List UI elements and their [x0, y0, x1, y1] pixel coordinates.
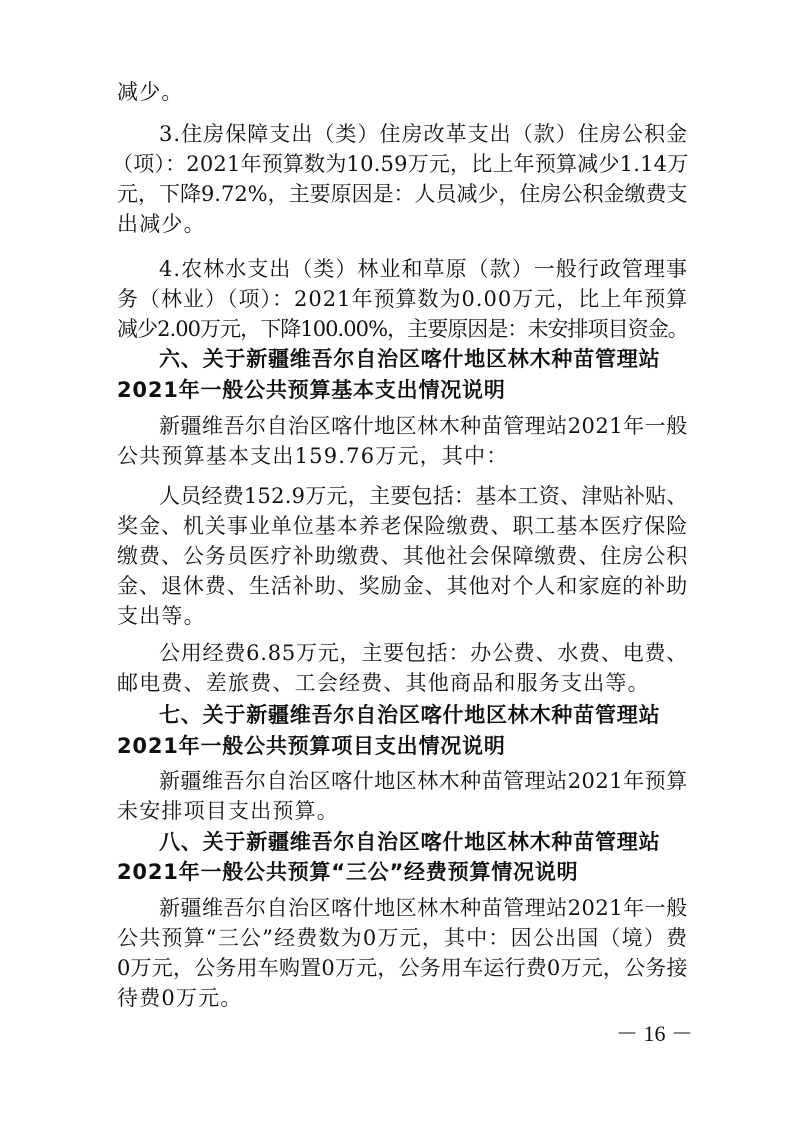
section-heading: 2021年一般公共预算“三公”经费预算情况说明 [117, 860, 579, 884]
paragraph-line: 减少。 [117, 80, 184, 104]
paragraph-line: 公共预算“三公”经费数为0万元，其中：因公出国（境）费 [117, 926, 689, 950]
section-heading: 2021年一般公共预算基本支出情况说明 [117, 378, 506, 402]
section-heading: 七、关于新疆维吾尔自治区喀什地区林木种苗管理站 [159, 703, 661, 727]
section-heading: 八、关于新疆维吾尔自治区喀什地区林木种苗管理站 [159, 830, 661, 854]
paragraph-line: 邮电费、差旅费、工会经费、其他商品和服务支出等。 [117, 671, 650, 695]
paragraph-line: 人员经费152.9万元，主要包括：基本工资、津贴补贴、 [159, 484, 688, 508]
section-heading: 六、关于新疆维吾尔自治区喀什地区林木种苗管理站 [159, 347, 661, 371]
paragraph-line: 新疆维吾尔自治区喀什地区林木种苗管理站2021年预算 [159, 769, 688, 793]
paragraph-line: 4.农林水支出（类）林业和草原（款）一般行政管理事 [159, 257, 689, 281]
paragraph-line: 奖金、机关事业单位基本养老保险缴费、职工基本医疗保险 [117, 514, 689, 538]
paragraph-line: 待费0万元。 [117, 986, 243, 1010]
paragraph-line: 出减少。 [117, 212, 206, 236]
page-number: － 16 － [616, 1021, 694, 1046]
paragraph-line: 元，下降9.72%，主要原因是：人员减少，住房公积金缴费支 [117, 182, 688, 206]
paragraph-line: 新疆维吾尔自治区喀什地区林木种苗管理站2021年一般 [159, 414, 688, 438]
paragraph-line: 公用经费6.85万元，主要包括：办公费、水费、电费、 [159, 641, 689, 665]
section-heading: 2021年一般公共预算项目支出情况说明 [117, 734, 506, 758]
paragraph-line: 支出等。 [117, 604, 206, 628]
paragraph-line: 缴费、公务员医疗补助缴费、其他社会保障缴费、住房公积 [117, 544, 689, 568]
paragraph-line: 务（林业）（项）：2021年预算数为0.00万元，比上年预算 [117, 287, 689, 311]
paragraph-line: 3.住房保障支出（类）住房改革支出（款）住房公积金 [159, 122, 689, 146]
paragraph-line: （项）：2021年预算数为10.59万元，比上年预算减少1.14万 [112, 152, 689, 176]
paragraph-line: 0万元，公务用车购置0万元，公务用车运行费0万元，公务接 [117, 956, 688, 980]
paragraph-line: 公共预算基本支出159.76万元，其中： [117, 444, 509, 468]
paragraph-line: 金、退休费、生活补助、奖励金、其他对个人和家庭的补助 [117, 574, 689, 598]
paragraph-line: 减少2.00万元，下降100.00%，主要原因是：未安排项目资金。 [117, 317, 688, 341]
paragraph-line: 未安排项目支出预算。 [117, 799, 339, 823]
paragraph-line: 新疆维吾尔自治区喀什地区林木种苗管理站2021年一般 [159, 896, 688, 920]
